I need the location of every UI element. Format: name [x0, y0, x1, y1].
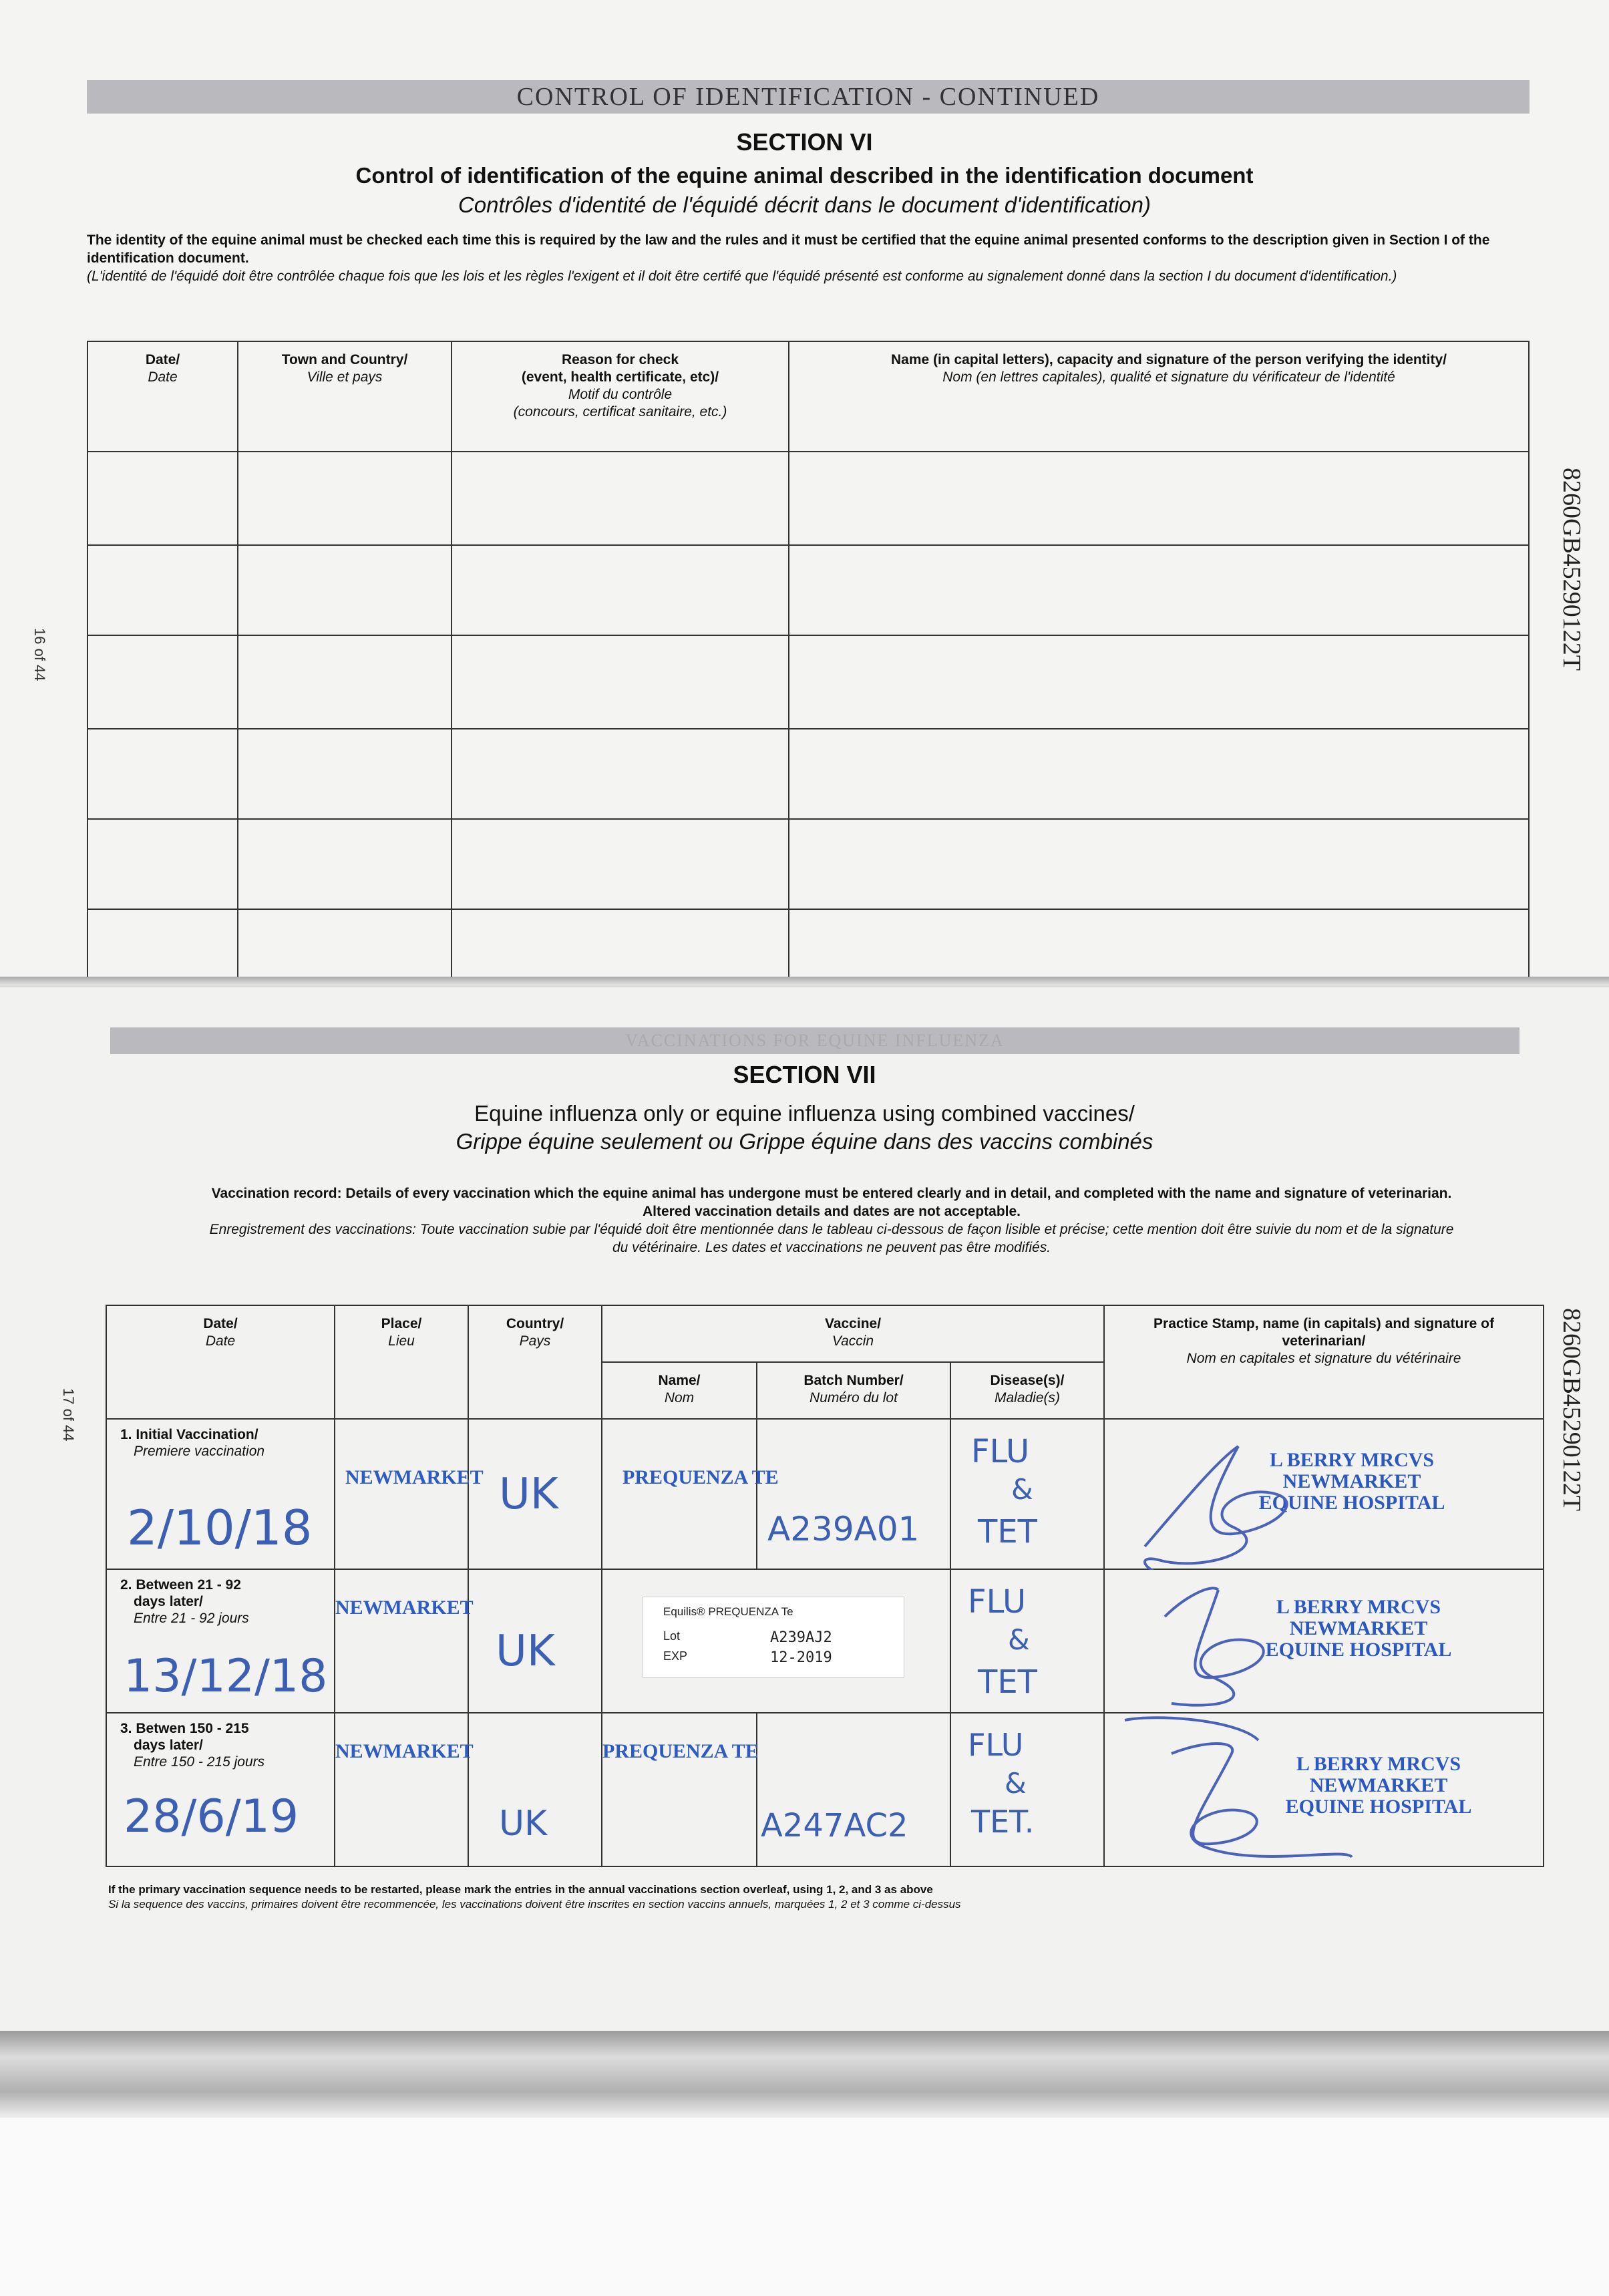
row-3-country: UK	[499, 1804, 548, 1844]
section-6-note-en: The identity of the equine animal must be checked each time this is required by the law and the rules and it must be certified that the equine animal presented conforms to the description given in Section I of the identification document.	[87, 232, 1490, 266]
row-3-disease-2: &	[1005, 1767, 1027, 1800]
row-1-place: NEWMARKET	[345, 1466, 484, 1488]
row-2-disease-2: &	[1008, 1623, 1030, 1656]
identity-check-table	[87, 341, 1530, 983]
section-6-note-fr: (L'identité de l'équidé doit être contrôlée chaque fois que les lois et les règles l'exigent et il doit être certifé que l'équidé présenté est conforme au signalement donné dans la section I du document d'identification.)	[87, 269, 1397, 284]
row-1-signature	[1105, 1420, 1544, 1570]
page-section-7	[0, 987, 1609, 2043]
col-date: Date/ Date	[87, 341, 238, 452]
vaccination-row-2: 2. Between 21 - 92 days later/ Entre 21 - 92 jours 13/12/18 NEWMARKET UK Equilis® PREQUENZA Te Lot A239AJ2 EXP 12-2019 FLU & TET L BERRY MRCVS NEWMARKET EQUINE HOSPITAL	[106, 1569, 1544, 1713]
table-row	[87, 452, 1529, 545]
row-1-practice-stamp: L BERRY MRCVS NEWMARKET EQUINE HOSPITAL	[1258, 1449, 1445, 1514]
row-2-disease-3: TET	[978, 1663, 1037, 1701]
col-batch: Batch Number/ Numéro du lot	[757, 1362, 950, 1419]
table-row	[87, 729, 1529, 819]
page-number-16: 16 of 44	[31, 628, 48, 681]
col-practice-stamp: Practice Stamp, name (in capitals) and signature of veterinarian/ Nom en capitales et signature du vétérinaire	[1104, 1305, 1544, 1419]
section-6-heading-en: Control of identification of the equine animal described in the identification document	[355, 163, 1254, 188]
table-row	[87, 909, 1529, 983]
col-town-country: Town and Country/ Ville et pays	[238, 341, 452, 452]
row-1-disease-3: TET	[978, 1513, 1037, 1550]
row-1-date: 2/10/18	[127, 1500, 313, 1556]
row-3-disease-1: FLU	[968, 1727, 1024, 1763]
footnote-en: If the primary vaccination sequence needs to be restarted, please mark the entries in the annual vaccinations section overleaf, using 1, 2, and 3 as above	[108, 1883, 933, 1896]
row-1-disease-1: FLU	[971, 1433, 1030, 1470]
col-country: Country/ Pays	[468, 1305, 602, 1419]
row-1-date-cell: 1. Initial Vaccination/ Premiere vaccination 2/10/18	[106, 1419, 335, 1569]
row-3-practice-stamp: L BERRY MRCVS NEWMARKET EQUINE HOSPITAL	[1285, 1753, 1472, 1818]
section-7-heading-fr: Grippe équine seulement ou Grippe équine dans des vaccins combinés	[456, 1129, 1153, 1154]
row-2-practice-stamp: L BERRY MRCVS NEWMARKET EQUINE HOSPITAL	[1265, 1596, 1452, 1661]
table-row	[87, 545, 1529, 635]
table-row	[87, 635, 1529, 729]
row-1-vaccine-name: PREQUENZA TE	[622, 1466, 779, 1488]
section-7-heading-en: Equine influenza only or equine influenza using combined vaccines/	[474, 1101, 1135, 1126]
row-2-date: 13/12/18	[124, 1650, 328, 1703]
scan-bottom-shadow	[0, 2031, 1609, 2118]
vaccination-row-1	[106, 1419, 1544, 1569]
section-6-banner: CONTROL OF IDENTIFICATION - CONTINUED	[87, 80, 1530, 114]
row-3-signature	[1105, 1713, 1544, 1867]
vaccination-row-3: 3. Betwen 150 - 215 days later/ Entre 150 - 215 jours 28/6/19 NEWMARKET UK PREQUENZA TE A247AC2 FLU & TET. L BERRY MRCVS NEWMARKET EQUINE HOSPITAL	[106, 1713, 1544, 1866]
section-7-note-fr-1: Enregistrement des vaccinations: Toute vaccination subie par l'équidé doit être mentionnée dans le tableau ci-dessous de façon lisible et précise; cette mention doit être suivie du nom et de la signature	[209, 1222, 1454, 1237]
row-2-signature	[1105, 1570, 1544, 1713]
section-7-note-en-2: Altered vaccination details and dates are not acceptable.	[642, 1204, 1021, 1219]
section-7-note-fr-2: du vétérinaire. Les dates et vaccinations ne peuvent pas être modifiés.	[612, 1240, 1051, 1255]
col-vaccine-name: Name/ Nom	[602, 1362, 757, 1419]
section-7-note-en-1: Vaccination record: Details of every vaccination which the equine animal has undergone must be entered clearly and in detail, and completed with the name and signature of veterinarian.	[211, 1186, 1452, 1201]
table-row	[87, 819, 1529, 909]
passport-id-side-top: 8260GB45290122T	[1558, 468, 1586, 671]
section-7-footnote	[108, 1882, 1544, 1912]
col-date: Date/ Date	[106, 1305, 335, 1419]
row-1-batch: A239A01	[767, 1510, 920, 1548]
passport-id-side-bottom: 8260GB45290122T	[1558, 1308, 1586, 1511]
row-1-country: UK	[499, 1470, 558, 1519]
col-disease: Disease(s)/ Maladie(s)	[950, 1362, 1104, 1419]
row-3-date: 28/6/19	[124, 1790, 299, 1843]
row-2-country: UK	[496, 1627, 555, 1676]
section-7-banner: VACCINATIONS FOR EQUINE INFLUENZA	[110, 1027, 1519, 1054]
page-section-6	[0, 0, 1609, 982]
section-7-note	[114, 1184, 1550, 1257]
vaccination-table	[106, 1305, 1544, 1867]
col-reason: Reason for check (event, health certificate, etc)/ Motif du contrôle (concours, certificat sanitaire, etc.)	[452, 341, 789, 452]
page-number-17: 17 of 44	[60, 1388, 77, 1442]
section-6-note	[87, 231, 1509, 285]
vaccine-batch-sticker: Equilis® PREQUENZA Te Lot A239AJ2 EXP 12-2019	[643, 1597, 904, 1678]
row-3-vaccine-name: PREQUENZA TE	[602, 1740, 759, 1762]
row-3-place: NEWMARKET	[335, 1740, 474, 1762]
col-verifier: Name (in capital letters), capacity and signature of the person verifying the identity/ Nom (en lettres capitales), qualité et signature du vérificateur de l'identité	[789, 341, 1529, 452]
section-7-title: SECTION VII	[733, 1061, 876, 1088]
row-3-batch: A247AC2	[761, 1807, 908, 1844]
row-3-disease-3: TET.	[971, 1804, 1035, 1840]
row-2-disease-1: FLU	[968, 1583, 1027, 1621]
col-place: Place/ Lieu	[335, 1305, 468, 1419]
row-1-disease-2: &	[1011, 1473, 1033, 1506]
footnote-fr: Si la sequence des vaccins, primaires doivent être recommencée, les vaccinations doivent être inscrites en section vaccins annuels, marquées 1, 2 et 3 comme ci-dessus	[108, 1898, 961, 1911]
section-6-title: SECTION VI	[736, 128, 873, 156]
section-6-heading-fr: Contrôles d'identité de l'équidé décrit dans le document d'identification)	[458, 192, 1151, 217]
col-vaccine: Vaccine/ Vaccin	[602, 1305, 1104, 1362]
row-2-place: NEWMARKET	[335, 1597, 474, 1619]
